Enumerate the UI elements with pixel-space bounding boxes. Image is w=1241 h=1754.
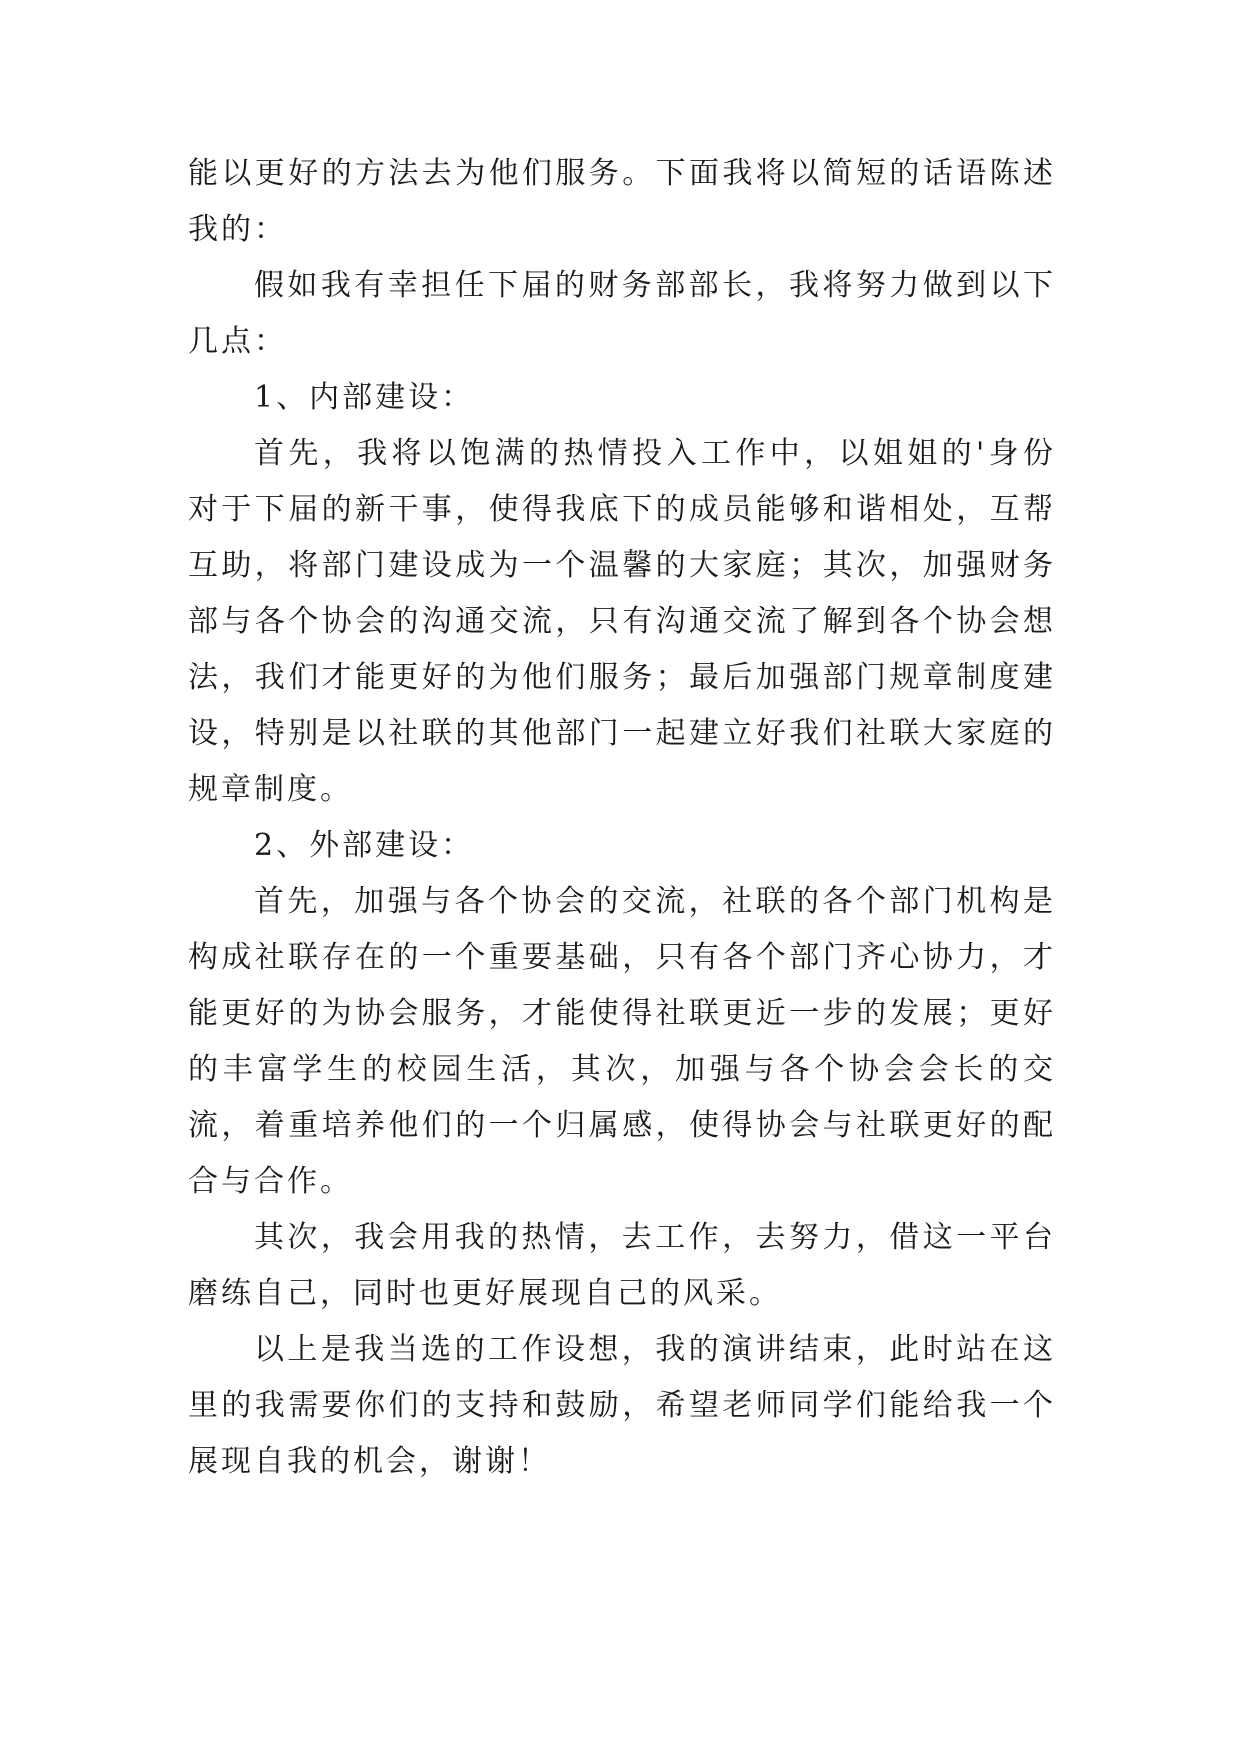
document-body	[188, 146, 1056, 1490]
section-heading-external: 2、外部建设：	[254, 828, 475, 863]
section-heading-internal: 1、内部建设：	[254, 380, 475, 415]
paragraph-secondly: 其次，我会用我的热情，去工作，去努力，借这一平台磨练自己，同时也更好展现自己的风采。	[188, 1220, 1056, 1311]
paragraph-closing: 以上是我当选的工作设想，我的演讲结束，此时站在这里的我需要你们的支持和鼓励，希望老师同学们能给我一个展现自我的机会，谢谢！	[188, 1332, 1056, 1479]
paragraph-intro: 假如我有幸担任下届的财务部部长，我将努力做到以下几点：	[188, 268, 1056, 359]
paragraph-external-construction: 首先，加强与各个协会的交流，社联的各个部门机构是构成社联存在的一个重要基础，只有各个部门齐心协力，才能更好的为协会服务，才能使得社联更近一步的发展；更好的丰富学生的校园生活，其次，加强与各个协会会长的交流，着重培养他们的一个归属感，使得协会与社联更好的配合与合作。	[188, 884, 1056, 1199]
paragraph-continuation: 能以更好的方法去为他们服务。下面我将以简短的话语陈述我的：	[188, 156, 1056, 247]
paragraph-internal-construction: 首先，我将以饱满的热情投入工作中，以姐姐的'身份对于下届的新干事，使得我底下的成员能够和谐相处，互帮互助，将部门建设成为一个温馨的大家庭；其次，加强财务部与各个协会的沟通交流，只有沟通交流了解到各个协会想法，我们才能更好的为他们服务；最后加强部门规章制度建设，特别是以社联的其他部门一起建立好我们社联大家庭的规章制度。	[188, 436, 1056, 807]
